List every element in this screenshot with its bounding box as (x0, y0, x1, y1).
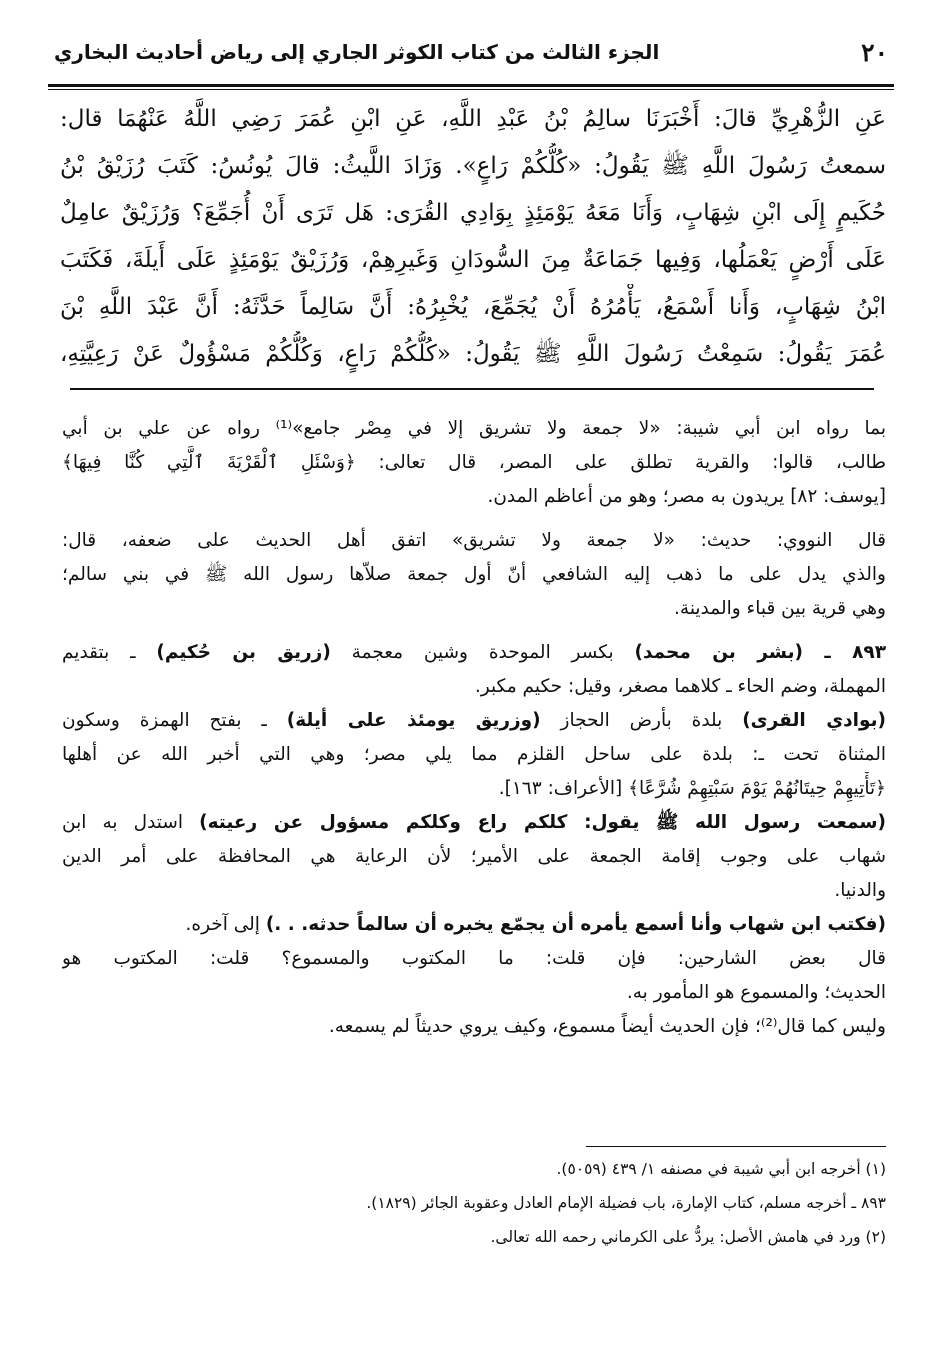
commentary-text-span: إلى آخره. (185, 914, 266, 935)
lemma-heading: (فكتب ابن شهاب وأنا أسمع يأمره أن يجمّع يخبره أن سالماً حدثه. . .) (265, 914, 886, 935)
page-number: ٢٠ (861, 38, 888, 67)
hadith-line: عَلَى أَرْضٍ يَعْمَلُها، وَفِيها جَمَاعَةٌ مِنَ السُّودَانِ وَغَيرِهِمْ، وَرُزَيْقٌ يَوْمَئِذٍ عَلَى أَيلَةَ، فَكَتَبَ (60, 247, 886, 273)
commentary-line: طالب، قالوا: والقرية تطلق على المصر، قال تعالى: ﴿وَسْئَلِ ٱلْقَرْيَةَ ٱلَّتِي كُنَّا فِيهَا﴾ (62, 452, 886, 473)
commentary-text-span: بكسر الموحدة وشين معجمة (330, 642, 635, 663)
commentary-line: [يوسف: ٨٢] يريدون به مصر؛ وهو من أعاظم المدن. (487, 486, 886, 507)
page-header (48, 36, 888, 82)
running-title: الجزء الثالث من كتاب الكوثر الجاري إلى رياض أحاديث البخاري (54, 40, 660, 64)
commentary-line (62, 636, 886, 670)
commentary-line: والدنيا. (834, 880, 886, 901)
commentary-line: قال النووي: حديث: «لا جمعة ولا تشريق» اتفق أهل الحديث على ضعفه، قال: (62, 530, 886, 551)
commentary-line (62, 806, 886, 840)
commentary-line (62, 704, 886, 738)
hadith-line: حُكَيمٍ إِلَى ابْنِ شِهَابٍ، وَأَنَا مَعَهُ يَوْمَئِذٍ بِوَادِي القُرَى: هَل تَرَى أَنْ أُجَمِّعَ؟ وَرُزَيْقٌ عامِلٌ (60, 200, 886, 226)
lemma-heading: (وزريق يومئذ على أيلة) (286, 710, 541, 731)
commentary-line: وهي قرية بين قباء والمدينة. (674, 598, 886, 619)
lemma-heading: (بوادي القرى) (742, 710, 886, 731)
commentary-text-span: استدل به ابن (62, 812, 200, 833)
commentary-line: شهاب على وجوب إقامة الجمعة على الأمير؛ لأن الرعاية هي المحافظة على أمر الدين (62, 846, 886, 867)
commentary-text-span: ـ بفتح الهمزة وسكون (62, 710, 287, 731)
commentary-line: المثناة تحت ـ: بلدة على ساحل القلزم مما يلي مصر؛ وهي التي أخبر الله عن أهلها (62, 744, 886, 765)
commentary-line: ﴿تَأْتِيهِمْ حِيتَانُهُمْ يَوْمَ سَبْتِهِمْ شُرَّعًا﴾ [الأعراف: ١٦٣]. (498, 778, 886, 799)
commentary-line: والذي يدل على ما ذهب إليه الشافعي أنّ أول جمعة صلاّها رسول الله ﷺ في بني سالم؛ (62, 564, 886, 585)
hadith-number-heading: ٨٩٣ ـ (بشر بن محمد) (634, 642, 886, 663)
commentary-line: المهملة، وضم الحاء ـ كلاهما مصغر، وقيل: حكيم مكبر. (474, 676, 886, 697)
commentary-text (62, 412, 886, 1044)
header-rule (48, 84, 894, 87)
footnote: ٨٩٣ ـ أخرجه مسلم، كتاب الإمارة، باب فضيلة الإمام العادل وعقوبة الجائر (١٨٢٩). (366, 1194, 886, 1212)
commentary-line: وليس كما قال⁽²⁾؛ فإن الحديث أيضاً مسموع، وكيف يروي حديثاً لم يسمعه. (328, 1016, 886, 1037)
hadith-line: عُمَرَ يَقُولُ: سَمِعْتُ رَسُولَ اللَّهِ ﷺ يَقُولُ: «كُلُّكُمْ رَاعٍ، وَكُلُّكُمْ مَسْؤُولٌ عَنْ رَعِيَّتِهِ، (60, 341, 886, 367)
commentary-line: قال بعض الشارحين: فإن قلت: ما المكتوب والمسموع؟ قلت: المكتوب هو (62, 948, 886, 969)
section-divider (70, 388, 874, 390)
footnotes (62, 1152, 886, 1254)
footnote: (١) أخرجه ابن أبي شيبة في مصنفه ١/ ٤٣٩ (٥٠٥٩). (556, 1160, 886, 1178)
footnote: (٢) ورد في هامش الأصل: يردُّ على الكرماني رحمه الله تعالى. (490, 1228, 886, 1246)
commentary-text-span: بلدة بأرض الحجاز (540, 710, 743, 731)
hadith-text (60, 96, 886, 378)
commentary-line (62, 908, 886, 942)
footnote-rule (586, 1146, 886, 1147)
header-rule-thin (48, 89, 894, 90)
commentary-line: الحديث؛ والمسموع هو المأمور به. (626, 982, 886, 1003)
lemma-heading: (سمعت رسول الله ﷺ يقول: كلكم راع وكلكم مسؤول عن رعيته) (199, 812, 886, 833)
lemma-heading: (زريق بن حُكيم) (156, 642, 331, 663)
hadith-line: ابْنُ شِهَابٍ، وَأَنا أَسْمَعُ، يَأْمُرُهُ أَنْ يُجَمِّعَ، يُخْبِرُهُ: أَنَّ سَالِماً حَدَّثَهُ: أَنَّ عَبْدَ اللَّهِ بْنَ (60, 294, 886, 320)
hadith-line: سمعتُ رَسُولَ اللَّهِ ﷺ يَقُولُ: «كُلُّكُمْ رَاعٍ». وَزَادَ اللَّيثُ: قالَ يُونُسُ: كَتَبَ رُزَيْقُ بْنُ (60, 153, 886, 179)
hadith-line: عَنِ الزُّهْرِيِّ قالَ: أَخْبَرَنَا سالِمُ بْنُ عَبْدِ اللَّهِ، عَنِ ابْنِ عُمَرَ رَضِي اللَّهُ عَنْهُمَا قال: (60, 106, 886, 132)
commentary-line: بما رواه ابن أبي شيبة: «لا جمعة ولا تشريق إلا في مِصْر جامع»⁽¹⁾ رواه عن علي بن أبي (62, 418, 886, 439)
commentary-text-span: ـ بتقديم (62, 642, 157, 663)
